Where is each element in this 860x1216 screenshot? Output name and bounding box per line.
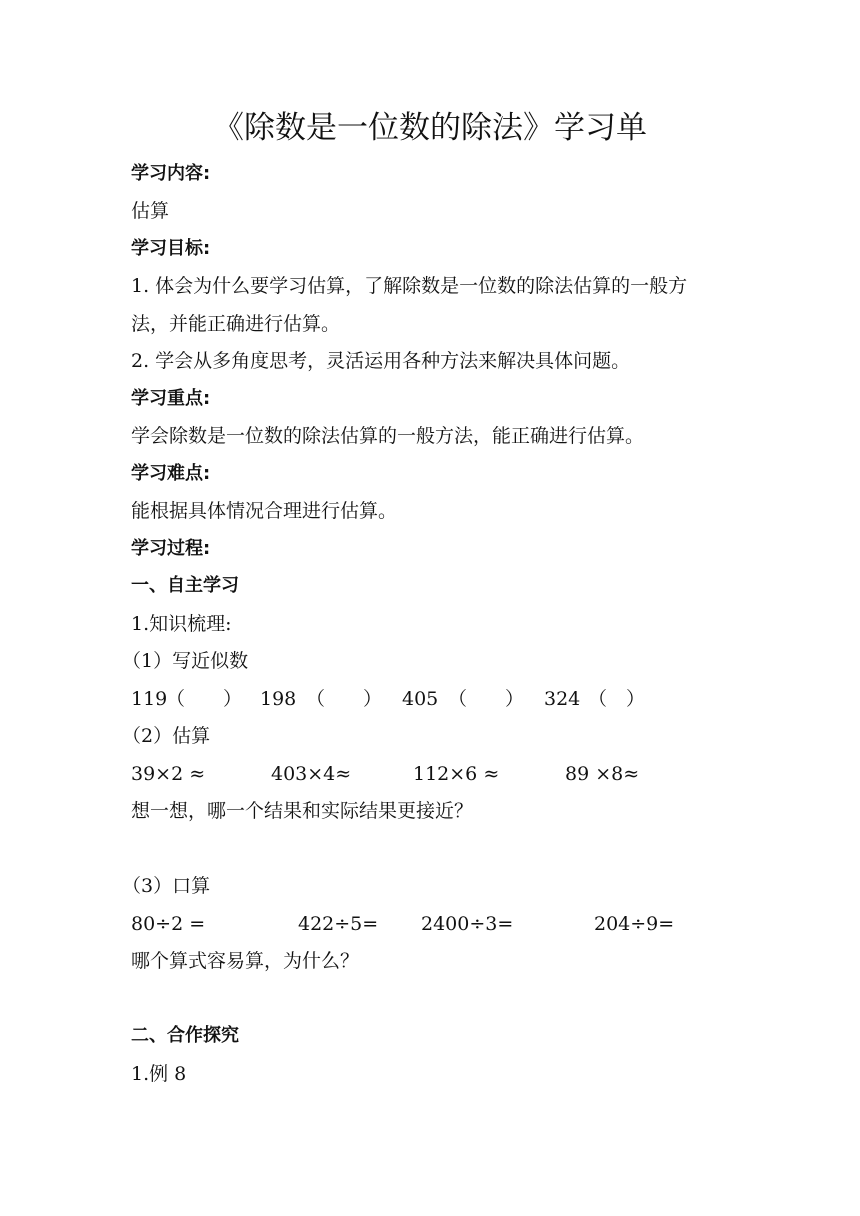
section-2-heading: 二、合作探究 xyxy=(131,1025,239,1046)
mental-math-item-2: 422÷5= xyxy=(298,913,379,935)
approx-blank-2: （ ） xyxy=(306,688,383,710)
key-points-text: 学会除数是一位数的除法估算的一般方法，能正确进行估算。 xyxy=(131,425,645,447)
approx-blank-3: （ ） xyxy=(448,688,525,710)
estimate-label: （2）估算 xyxy=(122,725,211,747)
difficulty-heading: 学习难点: xyxy=(131,463,211,484)
key-points-heading: 学习重点: xyxy=(131,388,211,409)
section-1-heading: 一、自主学习 xyxy=(131,575,239,596)
estimate-question: 想一想，哪一个结果和实际结果更接近？ xyxy=(131,800,474,822)
mental-math-label: （3）口算 xyxy=(122,875,211,897)
approx-label: （1）写近似数 xyxy=(122,650,249,672)
goal-1-line-1: 1. 体会为什么要学习估算，了解除数是一位数的除法估算的一般方 xyxy=(131,275,688,297)
mental-math-item-1: 80÷2 = xyxy=(131,913,206,935)
goal-1-line-2: 法，并能正确进行估算。 xyxy=(131,313,341,335)
approx-blank-1: （ ） xyxy=(166,688,243,710)
content-text: 估算 xyxy=(131,200,170,222)
mental-math-item-3: 2400÷3= xyxy=(421,913,514,935)
estimate-item-1: 39×2 ≈ xyxy=(131,763,206,785)
goals-heading: 学习目标: xyxy=(131,238,211,259)
estimate-item-2: 403×4≈ xyxy=(271,763,352,785)
estimate-item-4: 89 ×8≈ xyxy=(565,763,640,785)
example-label: 1.例 8 xyxy=(131,1063,187,1085)
page-title: 《除数是一位数的除法》学习单 xyxy=(213,110,647,146)
approx-number-3: 405 xyxy=(402,688,439,710)
approx-blank-4: （ ） xyxy=(588,688,646,710)
knowledge-review: 1.知识梳理: xyxy=(131,613,232,635)
difficulty-text: 能根据具体情况合理进行估算。 xyxy=(131,500,398,522)
approx-number-4: 324 xyxy=(544,688,581,710)
process-heading: 学习过程: xyxy=(131,538,211,559)
approx-number-1: 119 xyxy=(131,688,168,710)
approx-number-2: 198 xyxy=(260,688,297,710)
mental-math-item-4: 204÷9= xyxy=(594,913,675,935)
mental-math-question: 哪个算式容易算，为什么？ xyxy=(131,950,360,972)
goal-2: 2. 学会从多角度思考，灵活运用各种方法来解决具体问题。 xyxy=(131,350,631,372)
content-heading: 学习内容: xyxy=(131,163,211,184)
estimate-item-3: 112×6 ≈ xyxy=(413,763,500,785)
